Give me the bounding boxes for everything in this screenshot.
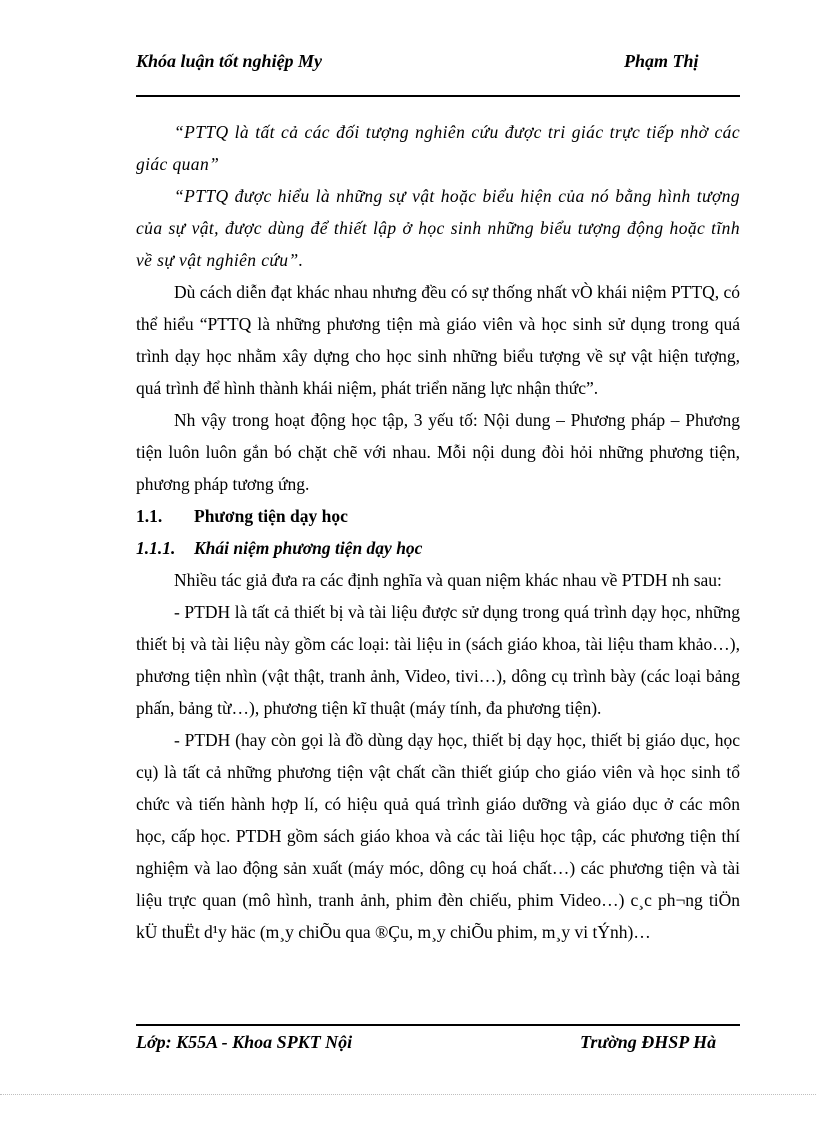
subsection-number: 1.1.1. <box>136 538 176 558</box>
section-number: 1.1. <box>136 506 163 526</box>
body-paragraph-2: Nh vậy trong hoạt động học tập, 3 yếu tố: Nội dung – Phương pháp – Phương tiện luôn luôn gắn bó chặt chẽ với nhau. Mỗi nội dung đòi hỏi những phương tiện, phương pháp tương ứng. <box>136 410 740 494</box>
subsection-heading <box>136 532 740 564</box>
body-paragraph-1: Dù cách diễn đạt khác nhau nhưng đều có sự thống nhất vÒ khái niệm PTTQ, có thể hiểu “PTTQ là những phương tiện mà giáo viên và học sinh sử dụng trong quá trình dạy học nhằm xây dựng cho học sinh những biểu tượng về sự vật hiện tượng, quá trình để hình thành khái niệm, phát triển năng lực nhận thức”. <box>136 282 740 398</box>
footer-right-text: Trường ĐHSP Hà <box>580 1032 717 1052</box>
footer-left-text: Lớp: K55A - Khoa SPKT Nội <box>136 1032 353 1052</box>
header-rule <box>136 95 740 97</box>
header-left-text: Khóa luận tốt nghiệp My <box>136 51 323 71</box>
section-title: Phương tiện dạy học <box>194 506 348 526</box>
body-paragraph-3: Nhiều tác giả đưa ra các định nghĩa và quan niệm khác nhau về PTDH nh sau: <box>174 570 722 590</box>
body-paragraph-5: - PTDH (hay còn gọi là đồ dùng dạy học, thiết bị dạy học, thiết bị giáo dục, học cụ) là tất cả những phương tiện vật chất cần thiết giúp cho giáo viên và học sinh tổ chức và tiến hành hợp lí, có hiệu quả quá trình giáo dưỡng và giáo dục ở các môn học, cấp học. PTDH gồm sách giáo khoa và các tài liệu học tập, các phương tiện thí nghiệm và lao động sản xuất (máy móc, dông cụ hoá chất…) các phương tiện và tài liệu trực quan (mô hình, tranh ảnh, phim đèn chiếu, phim Video…) c¸c ph¬ng tiÖn kÜ thuËt d¹y häc (m¸y chiÕu qua ®Çu, m¸y chiÕu phim, m¸y vi tÝnh)… <box>136 730 740 942</box>
subsection-title: Khái niệm phương tiện dạy học <box>194 538 423 558</box>
document-body <box>136 116 740 948</box>
footer-rule <box>136 1024 740 1026</box>
body-paragraph-4: - PTDH là tất cả thiết bị và tài liệu được sử dụng trong quá trình dạy học, những thiết bị và tài liệu này gồm các loại: tài liệu in (sách giáo khoa, tài liệu tham khảo…), phương tiện nhìn (vật thật, tranh ảnh, Video, tivi…), dông cụ trình bày (các loại bảng phấn, bảng từ…), phương tiện kĩ thuật (máy tính, đa phương tiện). <box>136 602 740 718</box>
header-right-text: Phạm Thị <box>624 51 699 71</box>
section-heading <box>136 500 740 532</box>
quote-paragraph-1: “PTTQ là tất cả các đối tượng nghiên cứu được tri giác trực tiếp nhờ các giác quan” <box>136 122 740 174</box>
page-break-line <box>0 1094 816 1095</box>
quote-paragraph-2: “PTTQ được hiểu là những sự vật hoặc biểu hiện của nó bằng hình tượng của sự vật, được dùng để thiết lập ở học sinh những biểu tượng động hoặc tĩnh về sự vật nghiên cứu”. <box>136 186 740 270</box>
